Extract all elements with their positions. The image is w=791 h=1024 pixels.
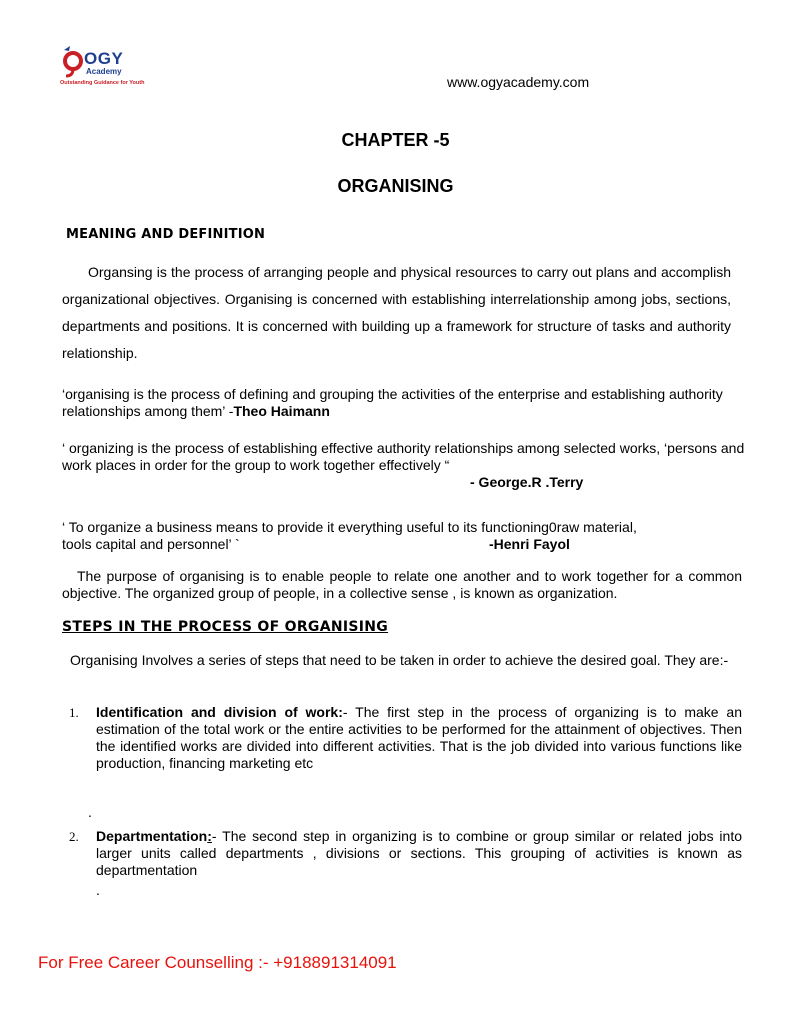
stray-dot: . bbox=[88, 804, 92, 820]
quote-terry: ‘ organizing is the process of establishing effective authority relationships among selected works, ‘persons and work places in order for the group to work together effectively “ - George.R .Terry bbox=[62, 440, 752, 491]
purpose-paragraph: The purpose of organising is to enable people to relate one another and to work together for a common objective. The organized group of people, in a collective sense , is known as organization. bbox=[62, 568, 742, 601]
step-number: 2. bbox=[69, 829, 79, 844]
quote-author: -Henri Fayol bbox=[489, 536, 570, 552]
steps-heading: STEPS IN THE PROCESS OF ORGANISING bbox=[62, 619, 389, 635]
steps-intro: Organising Involves a series of steps that need to be taken in order to achieve the desired goal. They are:- bbox=[70, 652, 729, 668]
website-url[interactable]: www.ogyacademy.com bbox=[447, 74, 590, 90]
logo-name: OGY bbox=[84, 49, 124, 68]
quote-author: - George.R .Terry bbox=[470, 474, 584, 490]
step-item: 2. Departmentation:- The second step in organizing is to combine or group similar or related jobs into larger units called departments , divisions or sections. This grouping of activities is known as departmentation bbox=[69, 828, 742, 878]
chapter-title: CHAPTER -5 bbox=[341, 130, 450, 150]
logo-tagline: Outstanding Guidance for Youth bbox=[60, 80, 145, 86]
ogy-academy-logo bbox=[60, 44, 170, 94]
step-number: 1. bbox=[69, 705, 79, 720]
stray-dot: . bbox=[96, 882, 100, 898]
step-item: 1. Identification and division of work:- The first step in the process of organizing is to make an estimation of the total work or the entire activities to be performed for the attainment of objectives. Then the identified works are divided into different activities. That is the job divided into various functions like production, financing marketing etc bbox=[69, 704, 742, 771]
footer-counselling: For Free Career Counselling :- +918891314091 bbox=[38, 953, 397, 972]
meaning-paragraph: Organsing is the process of arranging people and physical resources to carry out plans and accomplish organizational objectives. Organising is concerned with establishing interrelationship among jobs, sections, departments and positions. It is concerned with building up a framework for structure of tasks and authority relationship. bbox=[62, 264, 731, 361]
meaning-heading: MEANING AND DEFINITION bbox=[66, 227, 266, 242]
quote-haimann: ‘organising is the process of defining and grouping the activities of the enterprise and establishing authority relationships among them’ -Theo Haimann bbox=[62, 386, 723, 419]
quote-author: Theo Haimann bbox=[233, 403, 330, 419]
step-title: Departmentation bbox=[96, 828, 208, 844]
chapter-subject: ORGANISING bbox=[337, 176, 454, 196]
quote-fayol: ‘ To organize a business means to provide it everything useful to its functioning0raw material, tools capital and personnel’ ` -Henri Fayol bbox=[62, 519, 637, 552]
logo-swirl-icon bbox=[60, 44, 86, 78]
step-title: Identification and division of work: bbox=[96, 704, 343, 720]
logo-sub: Academy bbox=[86, 67, 122, 76]
